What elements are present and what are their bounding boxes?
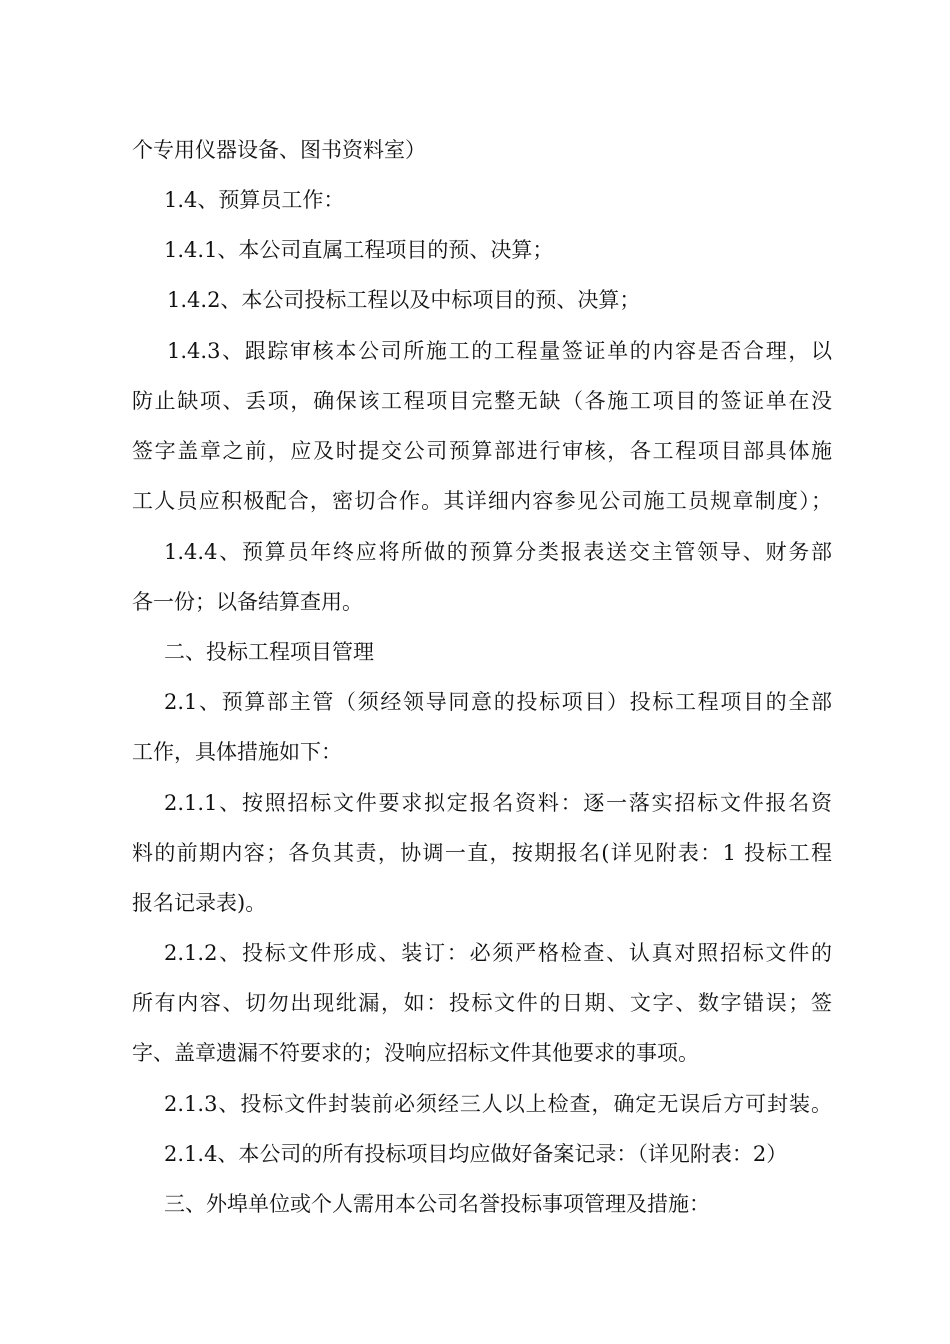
item-1-4-3-line-3: 签字盖章之前，应及时提交公司预算部进行审核，各工程项目部具体施 <box>132 439 832 463</box>
item-1-4-2: 1.4.2、本公司投标工程以及中标项目的预、决算； <box>167 288 641 312</box>
item-2-1-1-line-3: 报名记录表)。 <box>132 891 267 915</box>
item-1-4-4-line-2: 各一份；以备结算查用。 <box>132 590 363 614</box>
item-1-4-3-line-1: 1.4.3、跟踪审核本公司所施工的工程量签证单的内容是否合理，以 <box>167 339 832 363</box>
section-heading-2: 二、投标工程项目管理 <box>164 640 374 664</box>
item-1-4-3-line-2: 防止缺项、丢项，确保该工程项目完整无缺（各施工项目的签证单在没 <box>132 389 832 413</box>
item-2-1-2-line-3: 字、盖章遗漏不符要求的；没响应招标文件其他要求的事项。 <box>132 1041 699 1065</box>
item-1-4-4-line-1: 1.4.4、预算员年终应将所做的预算分类报表送交主管领导、财务部 <box>164 540 832 564</box>
item-2-1-1-line-1: 2.1.1、按照招标文件要求拟定报名资料：逐一落实招标文件报名资 <box>164 791 832 815</box>
item-2-1-2-line-1: 2.1.2、投标文件形成、装订：必须严格检查、认真对照招标文件的 <box>164 941 832 965</box>
item-2-1-line-2: 工作，具体措施如下： <box>132 740 342 764</box>
text-line-1: 个专用仪器设备、图书资料室） <box>132 138 426 162</box>
item-1-4-3-line-4: 工人员应积极配合，密切合作。其详细内容参见公司施工员规章制度）； <box>132 489 832 513</box>
item-1-4-1: 1.4.1、本公司直属工程项目的预、决算； <box>164 238 554 262</box>
item-2-1-1-line-2: 料的前期内容；各负其责，协调一直，按期报名(详见附表：1 投标工程 <box>132 841 832 865</box>
section-heading-3: 三、外埠单位或个人需用本公司名誉投标事项管理及措施： <box>164 1192 710 1216</box>
item-2-1-3: 2.1.3、投标文件封装前必须经三人以上检查，确定无误后方可封装。 <box>164 1092 832 1116</box>
item-2-1-4: 2.1.4、本公司的所有投标项目均应做好备案记录：（详见附表：2） <box>164 1142 788 1166</box>
item-2-1-line-1: 2.1、预算部主管（须经领导同意的投标项目）投标工程项目的全部 <box>164 690 832 714</box>
item-2-1-2-line-2: 所有内容、切勿出现纰漏，如：投标文件的日期、文字、数字错误；签 <box>132 991 832 1015</box>
section-heading-1-4: 1.4、预算员工作： <box>164 188 345 212</box>
